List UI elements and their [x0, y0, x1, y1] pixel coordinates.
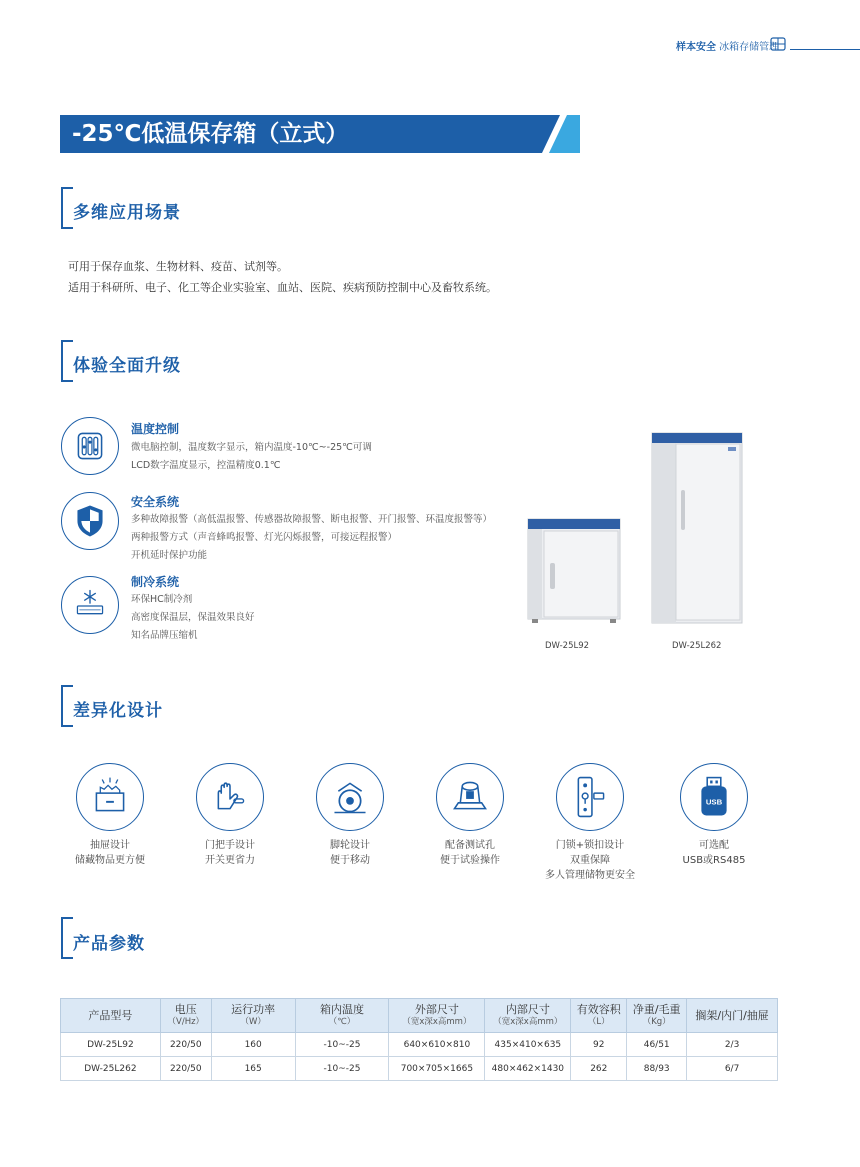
table-cell: 88/93 [627, 1057, 687, 1081]
design-caption-line: 可选配 [699, 840, 729, 851]
spec-header-main: 内部尺寸 [505, 1002, 550, 1016]
table-cell: 160 [211, 1033, 295, 1057]
design-caption-line: 便于试验操作 [440, 855, 500, 866]
section-title-upgrade: 体验全面升级 [73, 356, 181, 376]
section-title-design: 差异化设计 [73, 701, 163, 721]
page-title: -25℃低温保存箱（立式） [72, 121, 349, 147]
drawer-box-icon [76, 763, 144, 831]
spec-header-main: 净重/毛重 [632, 1002, 681, 1016]
design-caption-line: 配备测试孔 [445, 840, 495, 851]
spec-header-unit: （W） [240, 1016, 266, 1027]
table-cell: 220/50 [160, 1057, 211, 1081]
design-caption [520, 838, 660, 883]
spec-header-main: 产品型号 [88, 1008, 133, 1022]
design-caption-line: 开关更省力 [205, 855, 255, 866]
feature-line: 多种故障报警（高低温报警、传感器故障报警、断电报警、开门报警、环温度报警等） [131, 514, 493, 525]
caster-wheel-icon [316, 763, 384, 831]
feature-line: 环保HC制冷剂 [131, 594, 193, 605]
design-caption-line: 双重保障 [570, 855, 610, 866]
snowflake-icon [61, 576, 119, 634]
spec-header-cell [485, 999, 571, 1033]
header-tag-rest: 冰箱存储管理 [716, 42, 780, 53]
header-rule [790, 49, 860, 50]
usb-label: USB [705, 797, 723, 807]
table-cell: DW-25L92 [61, 1033, 161, 1057]
storage-grid-icon [770, 37, 786, 51]
header-tag-bold: 样本安全 [676, 42, 716, 53]
table-cell: 220/50 [160, 1033, 211, 1057]
feature-line: 微电脑控制，温度数字显示，箱内温度-10℃~-25℃可调 [131, 442, 372, 453]
spec-header-main: 电压 [174, 1002, 197, 1016]
spec-header-main: 箱内温度 [320, 1002, 365, 1016]
spec-header-cell [571, 999, 627, 1033]
spec-header-cell [627, 999, 687, 1033]
design-caption-line: 便于移动 [330, 855, 370, 866]
table-cell: 46/51 [627, 1033, 687, 1057]
section-title-scenarios: 多维应用场景 [73, 203, 181, 223]
spec-header-cell [61, 999, 161, 1033]
section-bracket [61, 340, 73, 382]
model-label: DW-25L262 [672, 641, 722, 651]
table-cell: 2/3 [687, 1033, 778, 1057]
spec-header-unit: （V/Hz） [167, 1016, 205, 1027]
design-caption-line: 脚轮设计 [330, 840, 370, 851]
spec-header-cell [160, 999, 211, 1033]
table-row [61, 1033, 778, 1057]
fridge-dw-25l92-image [524, 513, 624, 623]
scenario-line-2: 适用于科研所、电子、化工等企业实验室、血站、医院、疾病预防控制中心及畜牧系统。 [68, 281, 497, 294]
design-caption-line: USB或RS485 [682, 855, 746, 866]
test-port-icon [436, 763, 504, 831]
spec-header-row [61, 999, 778, 1033]
table-cell: -10~-25 [295, 1057, 389, 1081]
fridge-dw-25l262-image [648, 430, 746, 626]
usb-icon [680, 763, 748, 831]
model-label: DW-25L92 [545, 641, 590, 651]
spec-table [60, 998, 778, 1081]
spec-header-main: 运行功率 [231, 1002, 276, 1016]
feature-title: 温度控制 [131, 422, 180, 436]
feature-title: 安全系统 [131, 495, 180, 509]
design-caption-line: 抽屉设计 [90, 840, 130, 851]
spec-header-unit: （L） [587, 1016, 610, 1027]
thermometer-controls-icon [61, 417, 119, 475]
table-cell: 435×410×635 [485, 1033, 571, 1057]
feature-line: 两种报警方式（声音蜂鸣报警、灯光闪烁报警，可接远程报警） [131, 532, 398, 543]
design-caption [280, 838, 420, 868]
design-caption [400, 838, 540, 868]
table-cell: 92 [571, 1033, 627, 1057]
design-caption-line: 门把手设计 [205, 840, 255, 851]
spec-header-unit: （Kg） [642, 1016, 671, 1027]
hand-grip-icon [196, 763, 264, 831]
spec-header-unit: （℃） [328, 1016, 356, 1027]
design-caption-line: 储藏物品更方便 [75, 855, 145, 866]
shield-icon [61, 492, 119, 550]
section-bracket [61, 917, 73, 959]
section-bracket [61, 685, 73, 727]
spec-header-main: 搁架/内门/抽屉 [695, 1008, 769, 1022]
section-title-params: 产品参数 [73, 934, 145, 954]
spec-header-unit: （宽x深x高mm） [402, 1016, 472, 1027]
table-cell: 262 [571, 1057, 627, 1081]
door-lock-icon [556, 763, 624, 831]
spec-header-cell [687, 999, 778, 1033]
design-caption [644, 838, 784, 868]
feature-line: 知名品牌压缩机 [131, 630, 198, 641]
spec-header-unit: （宽x深x高mm） [493, 1016, 563, 1027]
section-bracket [61, 187, 73, 229]
design-caption-line: 多人管理储物更安全 [545, 870, 635, 881]
design-caption-line: 门锁+锁扣设计 [555, 840, 625, 851]
spec-header-main: 有效容积 [576, 1002, 621, 1016]
feature-line: 高密度保温层，保温效果良好 [131, 612, 255, 623]
table-cell: 640×610×810 [389, 1033, 485, 1057]
table-cell: 165 [211, 1057, 295, 1081]
scenario-line-1: 可用于保存血浆、生物材料、疫苗、试剂等。 [68, 260, 288, 273]
table-cell: 6/7 [687, 1057, 778, 1081]
spec-header-cell [295, 999, 389, 1033]
spec-header-main: 外部尺寸 [414, 1002, 459, 1016]
design-caption [40, 838, 180, 868]
table-cell: DW-25L262 [61, 1057, 161, 1081]
feature-title: 制冷系统 [131, 575, 180, 589]
design-caption [160, 838, 300, 868]
feature-line: LCD数字温度显示，控温精度0.1℃ [131, 460, 281, 471]
spec-header-cell [389, 999, 485, 1033]
header-tag [676, 38, 779, 53]
feature-line: 开机延时保护功能 [131, 550, 208, 561]
table-cell: -10~-25 [295, 1033, 389, 1057]
table-cell: 480×462×1430 [485, 1057, 571, 1081]
table-cell: 700×705×1665 [389, 1057, 485, 1081]
spec-header-cell [211, 999, 295, 1033]
table-row [61, 1057, 778, 1081]
